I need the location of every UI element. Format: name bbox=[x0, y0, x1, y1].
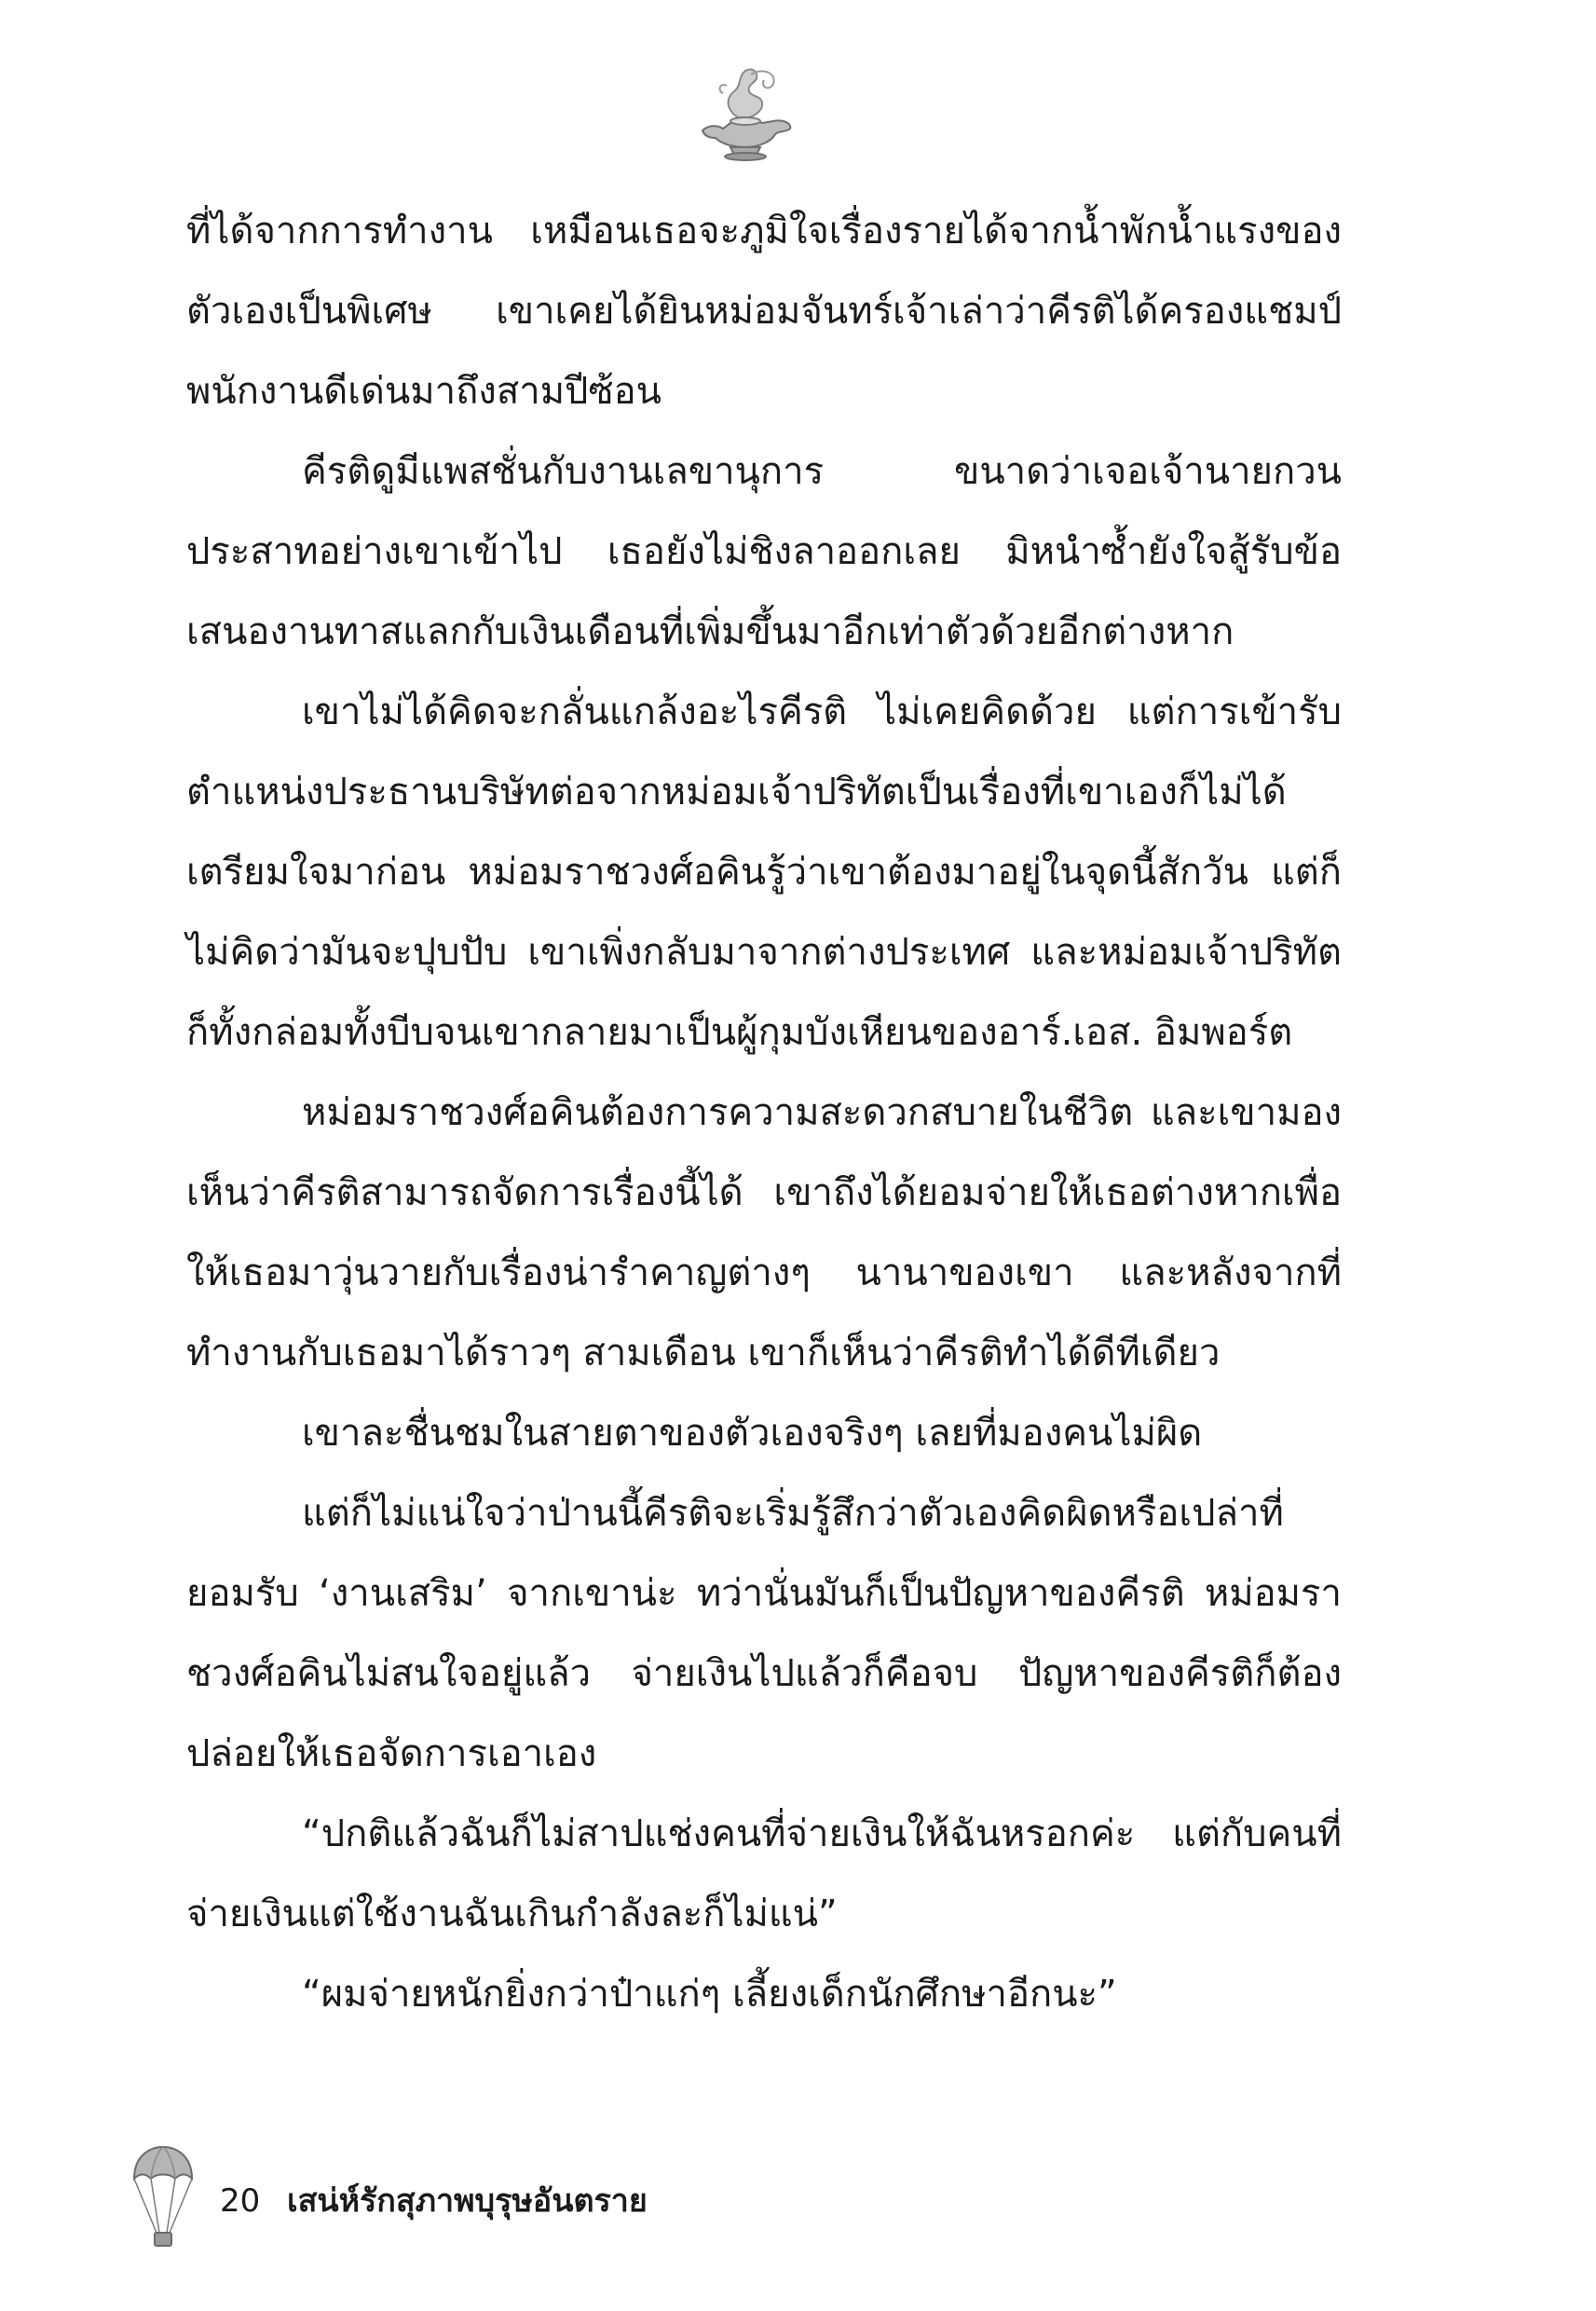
book-title: เสน่ห์รักสุภาพบุรุษอันตราย bbox=[287, 2182, 648, 2220]
paragraph: แต่ก็ไม่แน่ใจว่าป่านนี้คีรติจะเริ่มรู้สึกว่าตัวเองคิดผิดหรือเปล่าที่ยอมรับ ‘งานเสริม’ จากเขาน่ะ ทว่านั่นมันก็เป็นปัญหาของคีรติ หม่อมราชวงศ์อคินไม่สนใจอยู่แล้ว จ่ายเงินไปแล้วก็คือจบ ปัญหาของคีรติก็ต้องปล่อยให้เธอจัดการเอาเอง bbox=[186, 1492, 1342, 1775]
page-number: 20 bbox=[220, 2182, 261, 2220]
paragraph: “ผมจ่ายหนักยิ่งกว่าป๋าแก่ๆ เลี้ยงเด็กนักศึกษาอีกนะ” bbox=[302, 1973, 1117, 2016]
genie-lamp-icon bbox=[689, 63, 801, 166]
paragraph: เขาไม่ได้คิดจะกลั่นแกล้งอะไรคีรติ ไม่เคยคิดด้วย แต่การเข้ารับตำแหน่งประธานบริษัทต่อจากหม่อมเจ้าปริทัตเป็นเรื่องที่เขาเองก็ไม่ได้เตรียมใจมาก่อน หม่อมราชวงศ์อคินรู้ว่าเขาต้องมาอยู่ในจุดนี้สักวัน แต่ก็ไม่คิดว่ามันจะปุบปับ เขาเพิ่งกลับมาจากต่างประเทศ และหม่อมเจ้าปริทัตก็ทั้งกล่อมทั้งบีบจนเขากลายมาเป็นผู้กุมบังเหียนของอาร์.เอส. อิมพอร์ต bbox=[186, 691, 1342, 1054]
paragraph: หม่อมราชวงศ์อคินต้องการความสะดวกสบายในชีวิต และเขามองเห็นว่าคีรติสามารถจัดการเรื่องนี้ได้ เขาถึงได้ยอมจ่ายให้เธอต่างหากเพื่อให้เธอมาวุ่นวายกับเรื่องน่ารำคาญต่างๆ นานาของเขา และหลังจากที่ทำงานกับเธอมาได้ราวๆ สามเดือน เขาก็เห็นว่าคีรติทำได้ดีทีเดียว bbox=[186, 1091, 1342, 1374]
paragraph: คีรติดูมีแพสชั่นกับงานเลขานุการ ขนาดว่าเจอเจ้านายกวนประสาทอย่างเขาเข้าไป เธอยังไม่ชิงลาออกเลย มิหนำซ้ำยังใจสู้รับข้อเสนองานทาสแลกกับเงินเดือนที่เพิ่มขึ้นมาอีกเท่าตัวด้วยอีกต่างหาก bbox=[186, 450, 1342, 653]
page-footer bbox=[130, 2143, 969, 2264]
parachute-icon bbox=[130, 2143, 196, 2264]
paragraph: “ปกติแล้วฉันก็ไม่สาปแช่งคนที่จ่ายเงินให้ฉันหรอกค่ะ แต่กับคนที่จ่ายเงินแต่ใช้งานฉันเกินกำลังละก็ไม่แน่” bbox=[186, 1812, 1342, 1935]
body-text bbox=[186, 191, 1342, 2034]
paragraph: เขาละชื่นชมในสายตาของตัวเองจริงๆ เลยที่มองคนไม่ผิด bbox=[302, 1412, 1203, 1455]
paragraph: ที่ได้จากการทำงาน เหมือนเธอจะภูมิใจเรื่องรายได้จากน้ำพักน้ำแรงของตัวเองเป็นพิเศษ เขาเคยได้ยินหม่อมจันทร์เจ้าเล่าว่าคีรติได้ครองแชมป์พนักงานดีเด่นมาถึงสามปีซ้อน bbox=[186, 210, 1342, 413]
